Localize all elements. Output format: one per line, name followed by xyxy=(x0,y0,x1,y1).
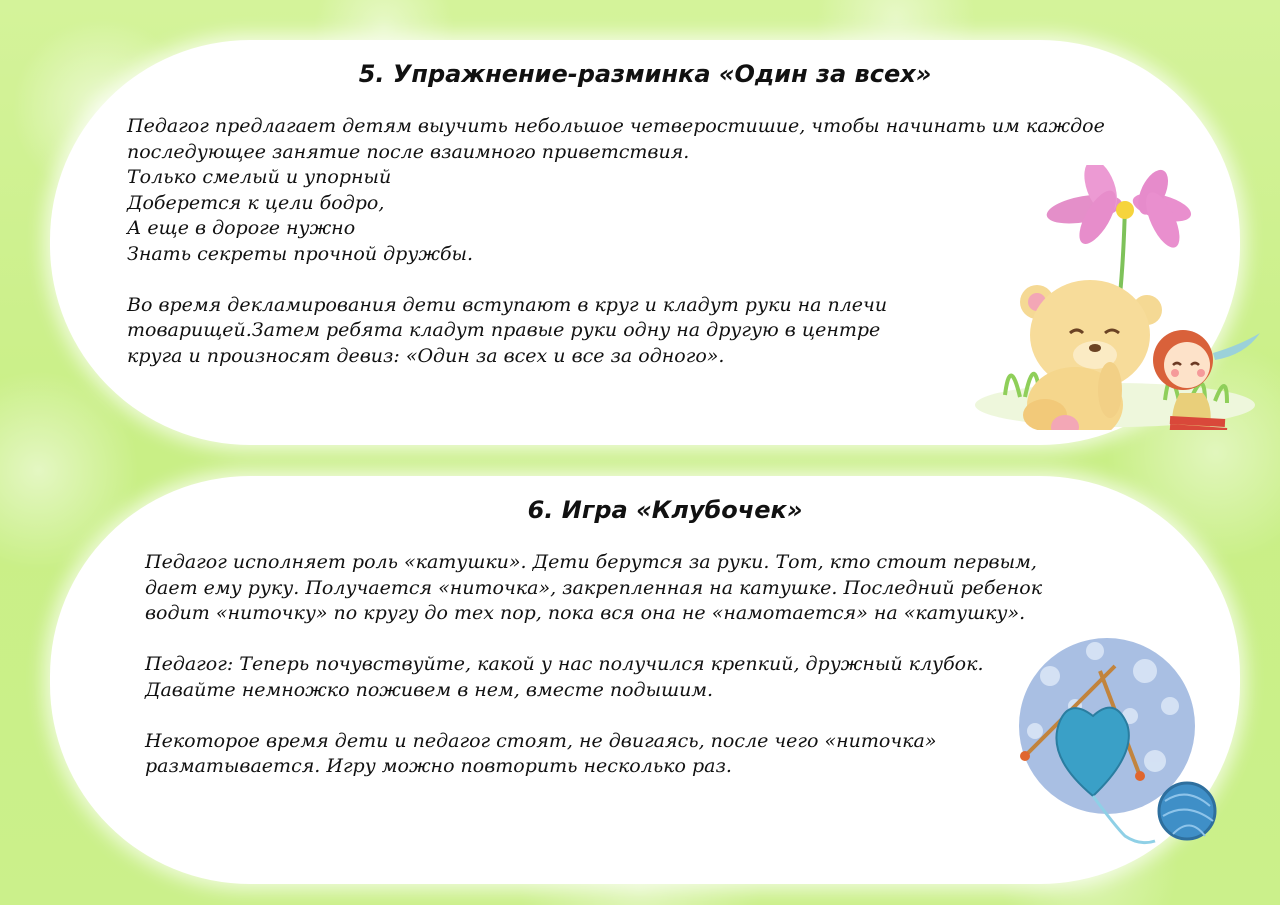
text-line: последующее занятие после взаимного приветствия. xyxy=(127,140,690,163)
yarn-ball-icon xyxy=(1159,783,1215,839)
teddy-bear-girl-flower-illustration xyxy=(965,165,1265,430)
text-line: Педагог исполняет роль «катушки». Дети берутся за руки. Тот, кто стоит первым, xyxy=(145,551,1037,573)
text-line: Давайте немножко поживем в нем, вместе подышим. xyxy=(145,678,714,701)
game-card-6 xyxy=(50,476,1240,884)
text-line: товарищей.Затем ребята кладут правые руки одну на другую в центре xyxy=(127,319,881,341)
text-line: Во время декламирования дети вступают в круг и кладут руки на плечи xyxy=(127,293,888,316)
blank-line xyxy=(145,627,1042,653)
text-line: круга и произносят девиз: «Один за всех и все за одного». xyxy=(127,344,725,367)
poem-line: Только смелый и упорный xyxy=(127,166,392,188)
poem-line: А еще в дороге нужно xyxy=(127,217,356,239)
text-line: разматывается. Игру можно повторить несколько раз. xyxy=(145,755,732,777)
blank-line xyxy=(145,703,1042,729)
game-text-6 xyxy=(145,550,1042,780)
exercise-text-5 xyxy=(127,114,1105,369)
poem-line: Знать секреты прочной дружбы. xyxy=(127,242,474,265)
text-line: Педагог: Теперь почувствуйте, какой у нас получился крепкий, дружный клубок. xyxy=(145,653,984,675)
poem-line: Доберется к цели бодро, xyxy=(127,191,385,214)
text-line: дает ему руку. Получается «ниточка», закрепленная на катушке. Последний ребенок xyxy=(145,576,1043,599)
exercise-title-5: 5. Упражнение-разминка «Один за всех» xyxy=(358,60,932,88)
knitted-heart-yarn-ball-illustration xyxy=(1005,636,1240,861)
text-line: Некоторое время дети и педагог стоят, не двигаясь, после чего «ниточка» xyxy=(145,729,937,752)
blank-line xyxy=(127,267,1105,293)
exercise-card-5 xyxy=(50,40,1240,445)
text-line: Педагог предлагает детям выучить небольшое четверостишие, чтобы начинать им каждое xyxy=(127,115,1105,137)
game-title-6: 6. Игра «Клубочек» xyxy=(527,496,803,524)
text-line: водит «ниточку» по кругу до тех пор, пока вся она не «намотается» на «катушку». xyxy=(145,602,1026,624)
flower-icon xyxy=(1045,165,1194,252)
